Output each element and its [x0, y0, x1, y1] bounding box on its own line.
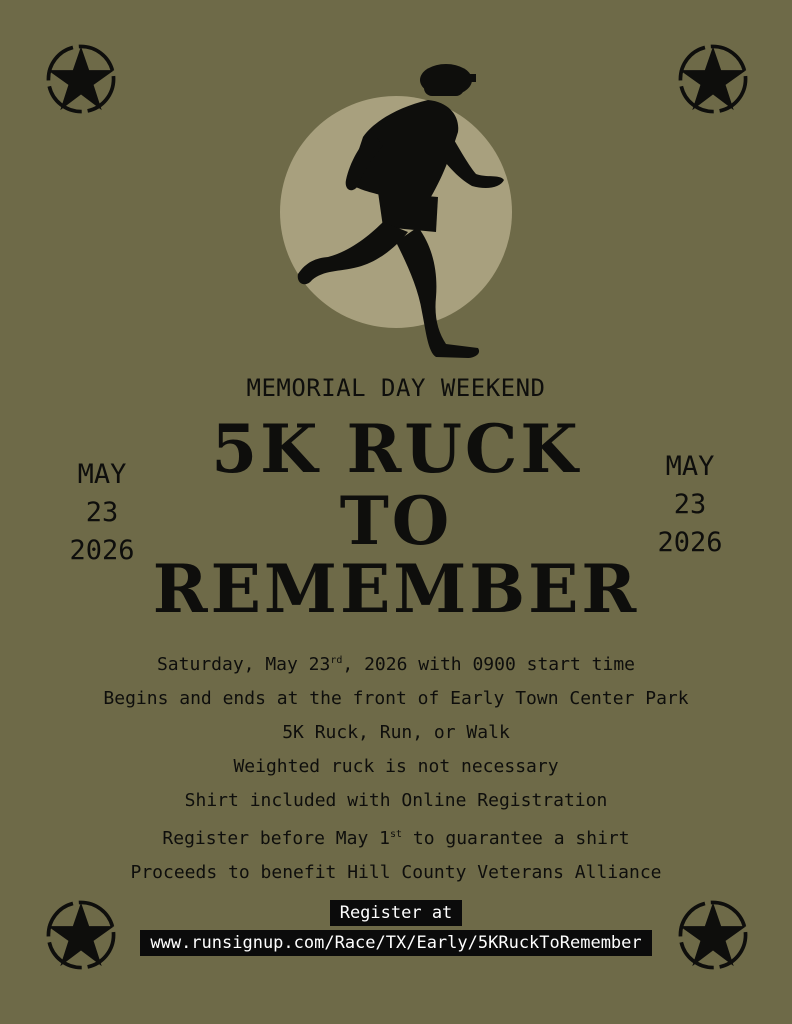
date-right-month: MAY — [665, 451, 715, 482]
star-circle-icon — [676, 42, 750, 116]
date-right-day: 23 — [673, 489, 707, 520]
title-line-2: TO — [339, 482, 453, 560]
date-left-day: 23 — [85, 497, 119, 528]
date-right — [640, 448, 740, 562]
register-label: Register at — [330, 900, 463, 926]
date-left — [52, 456, 152, 570]
registration-block — [0, 900, 792, 956]
title-line-1: 5K RUCK — [211, 410, 581, 488]
detail-proceeds: Proceeds to benefit Hill County Veterans Alliance — [130, 862, 662, 883]
detail-date-time: Saturday, May 23rd, 2026 with 0900 start time — [156, 654, 636, 675]
star-circle-icon — [44, 42, 118, 116]
date-left-year: 2026 — [69, 535, 135, 566]
detail-deadline: Register before May 1st to guarantee a shirt — [162, 828, 630, 849]
register-url-link[interactable]: www.runsignup.com/Race/TX/Early/5KRuckToRemember — [140, 930, 651, 956]
detail-weight: Weighted ruck is not necessary — [233, 756, 559, 777]
pre-title: MEMORIAL DAY WEEKEND — [246, 374, 546, 402]
detail-location: Begins and ends at the front of Early Town Center Park — [103, 688, 689, 709]
detail-format: 5K Ruck, Run, or Walk — [282, 722, 510, 743]
date-right-year: 2026 — [657, 527, 723, 558]
event-details — [0, 644, 792, 890]
running-soldier-icon — [278, 62, 518, 362]
detail-shirt: Shirt included with Online Registration — [184, 790, 608, 811]
title-line-3: REMEMBER — [152, 550, 640, 628]
date-left-month: MAY — [77, 459, 127, 490]
